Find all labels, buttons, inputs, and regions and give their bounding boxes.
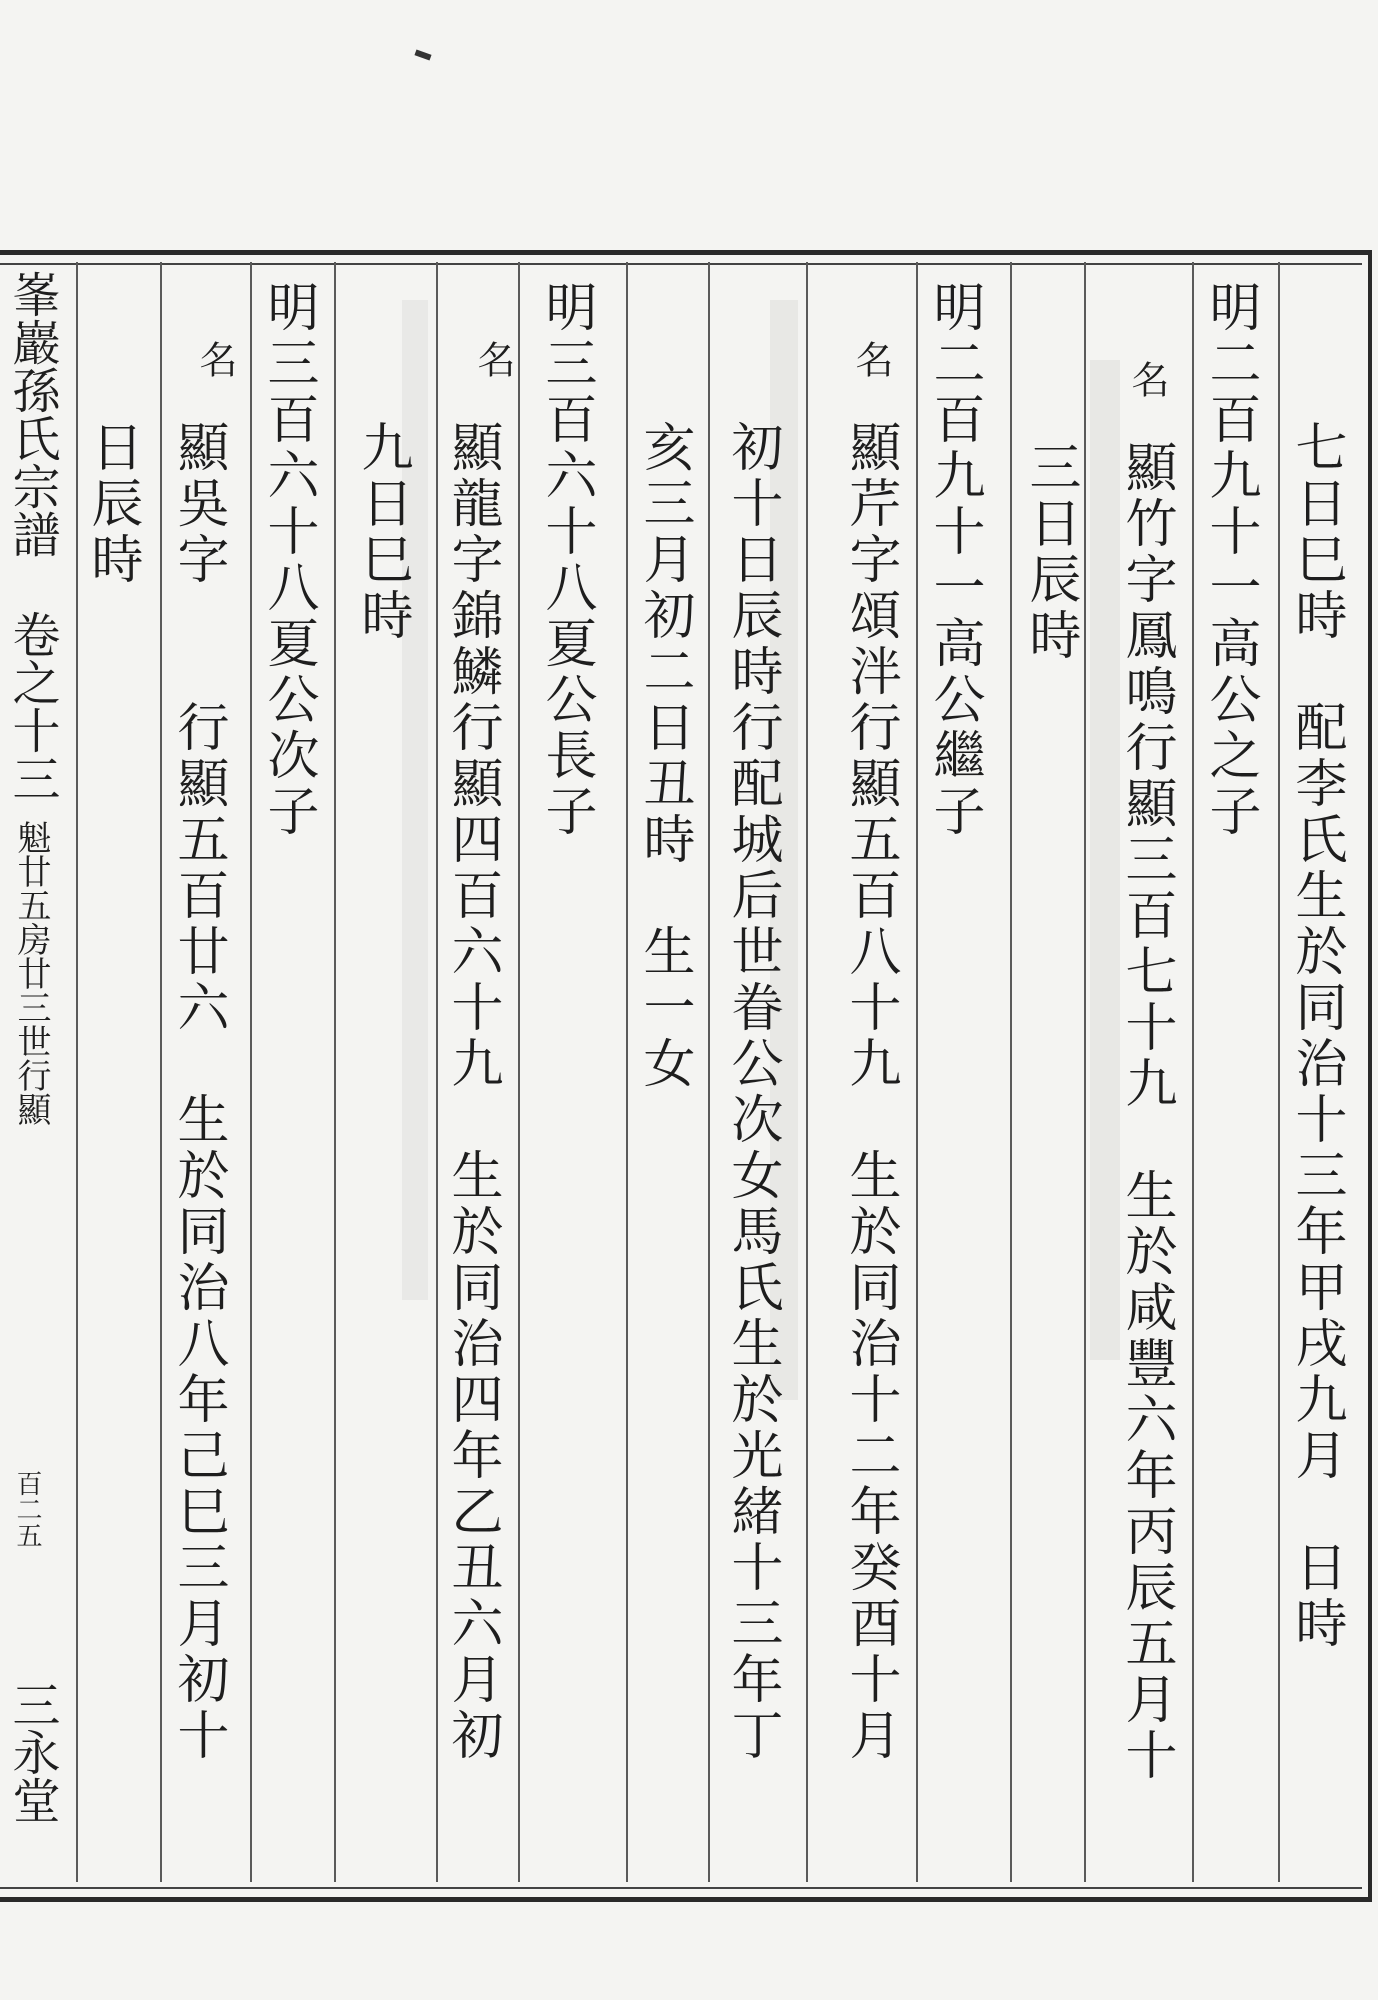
spine-page-number: 百二五	[12, 1470, 42, 1548]
column-rule	[708, 262, 710, 1882]
column-rule	[250, 262, 252, 1882]
text-column-6-label: 名	[849, 340, 893, 388]
spine-hall-name: 三永堂	[4, 1680, 60, 1824]
text-column-14: 日辰時	[82, 420, 142, 588]
spine-volume: 卷之十三	[4, 610, 60, 802]
column-rule	[1192, 262, 1194, 1882]
text-column-12: 明三百六十八夏公次子	[258, 280, 318, 840]
text-column-3: 顯竹字鳳鳴行顯三百七十九 生於咸豐六年丙辰五月十	[1116, 440, 1176, 1784]
column-rule	[1278, 262, 1280, 1882]
spine-title: 峯巖孫氏宗譜	[4, 270, 60, 558]
text-column-2: 明二百九十一高公之子	[1200, 280, 1260, 840]
text-column-1: 七日巳時 配李氏生於同治十三年甲戌九月 日時	[1286, 420, 1346, 1652]
column-rule	[916, 262, 918, 1882]
text-column-3-label: 名	[1125, 360, 1169, 408]
text-column-10-label: 名	[471, 340, 515, 388]
text-column-11: 九日巳時	[352, 420, 412, 644]
text-column-10: 顯龍字錦鱗行顯四百六十九 生於同治四年乙丑六月初	[442, 420, 502, 1764]
column-rule	[1010, 262, 1012, 1882]
text-column-9: 明三百六十八夏公長子	[536, 280, 596, 840]
text-column-6: 顯芹字頌泮行顯五百八十九 生於同治十二年癸酉十月	[840, 420, 900, 1764]
top-inner-rule	[0, 263, 1362, 265]
text-column-4: 三日辰時	[1020, 440, 1080, 664]
text-column-8: 亥三月初二日丑時 生一女	[634, 420, 694, 1092]
column-rule	[806, 262, 808, 1882]
text-column-5: 明二百九十一高公繼子	[924, 280, 984, 840]
ink-speck	[414, 49, 431, 60]
column-rule	[436, 262, 438, 1882]
text-column-13: 顯吳字 行顯五百廿六 生於同治八年己巳三月初十	[168, 420, 228, 1764]
column-rule	[160, 262, 162, 1882]
column-rule	[76, 262, 78, 1882]
column-rule	[518, 262, 520, 1882]
column-rule	[626, 262, 628, 1882]
column-rule	[334, 262, 336, 1882]
text-column-13-label: 名	[193, 340, 237, 388]
spine-branch: 魁廿五房廿三世行顯	[11, 820, 51, 1126]
text-column-7: 初十日辰時行配城后世眷公次女馬氏生於光緒十三年丁	[722, 420, 782, 1764]
bottom-inner-rule	[0, 1887, 1362, 1889]
